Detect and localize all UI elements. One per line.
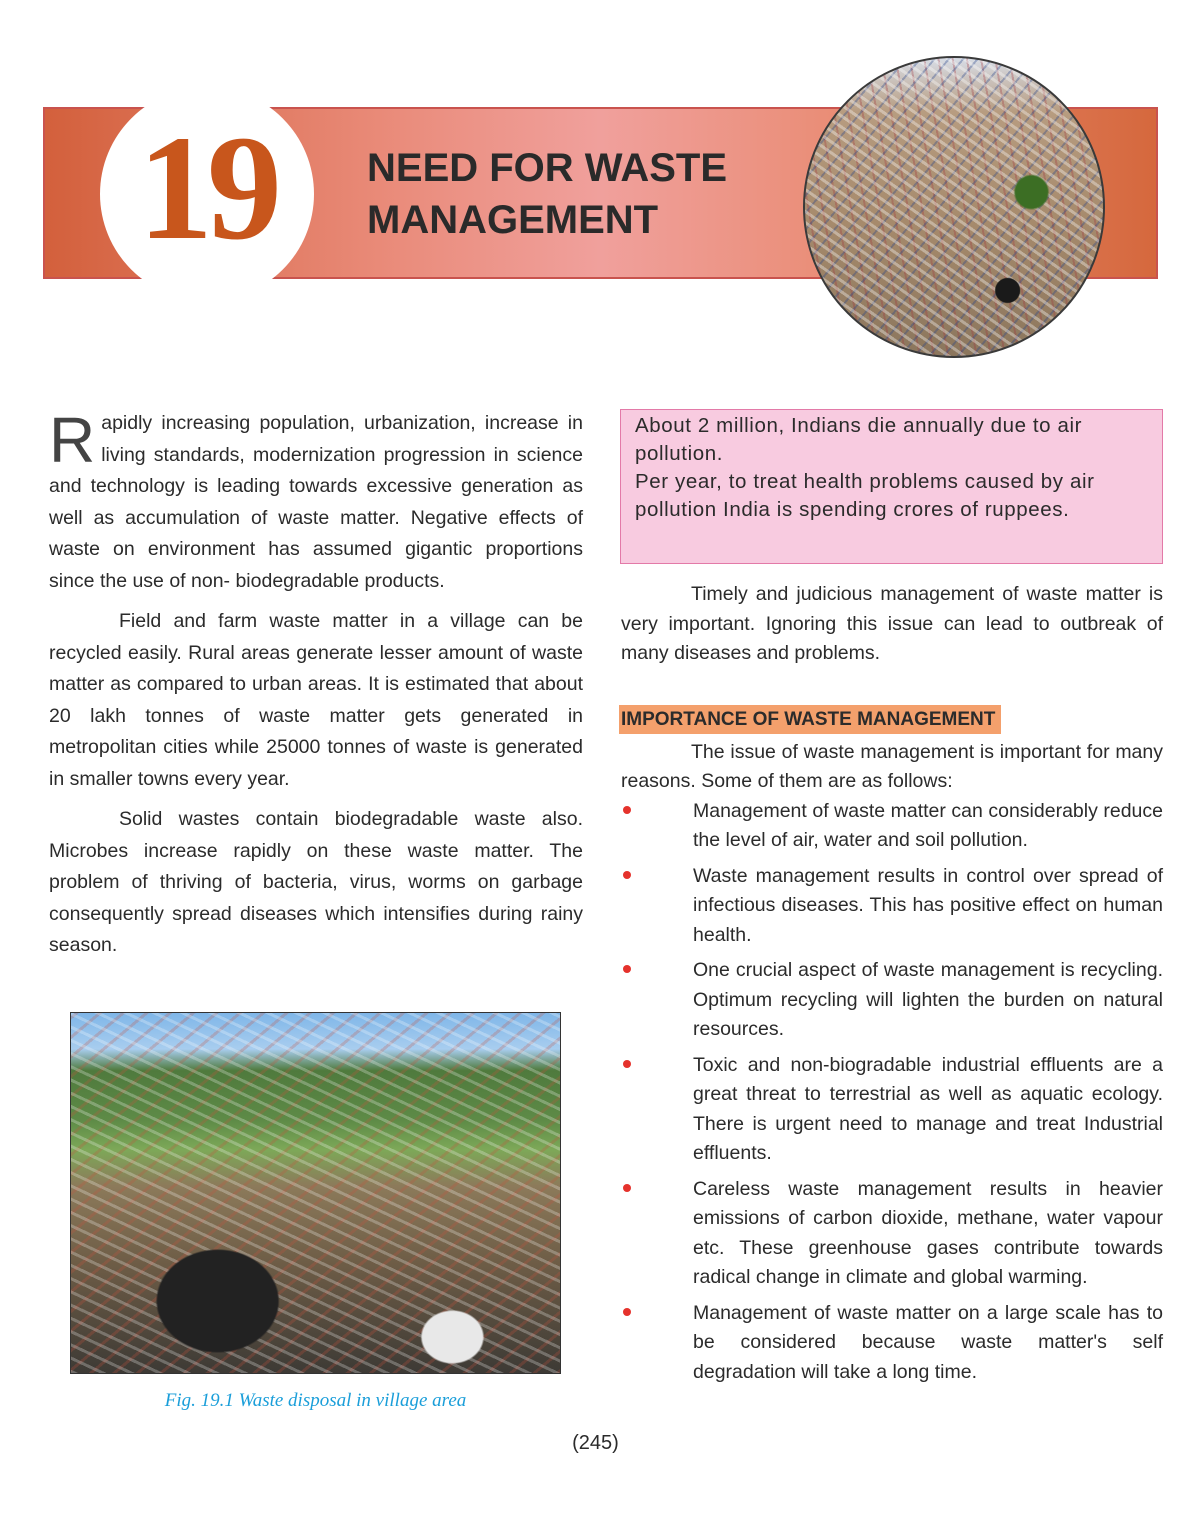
- importance-list: [621, 797, 1163, 1388]
- paragraph-reasons: The issue of waste management is important for many reasons. Some of them are as follows:: [621, 740, 1163, 792]
- figure-caption: Fig. 19.1 Waste disposal in village area: [164, 1390, 467, 1411]
- list-item: Management of waste matter can considerably reduce the level of air, water and soil pollution.: [621, 797, 1163, 856]
- bullet-icon: [623, 1184, 631, 1192]
- bullet-icon: [623, 806, 631, 814]
- drop-cap: R: [49, 404, 96, 476]
- right-column: [621, 580, 1163, 1393]
- page-number: (245): [572, 1432, 619, 1454]
- chapter-title-line1: NEED FOR WASTE: [367, 146, 728, 190]
- bullet-icon: [623, 1308, 631, 1316]
- bullet-icon: [623, 871, 631, 879]
- info-box-line2: Per year, to treat health problems caused by air pollution India is spending crores of ruppees.: [635, 470, 1095, 521]
- air-pollution-info-box: [620, 409, 1163, 564]
- village-waste-photo: [70, 1012, 561, 1374]
- list-item: Waste management results in control over spread of infectious diseases. This has positive effect on human health.: [621, 862, 1163, 951]
- bullet-icon: [623, 1060, 631, 1068]
- intro-paragraph-text: apidly increasing population, urbanization, increase in living standards, modernization progression in science and technology is leading towards excessive generation as well as accumulation of waste matter. Negative effects of waste on environment has assumed gigantic proportions since the use of non- biodegradable products.: [49, 412, 583, 592]
- left-column: [49, 404, 583, 971]
- intro-paragraph: [49, 404, 583, 597]
- list-item: Careless waste management results in heavier emissions of carbon dioxide, methane, water vapour etc. These greenhouse gases contribute towards radical change in climate and global warming.: [621, 1175, 1163, 1293]
- paragraph-timely-management: Timely and judicious management of waste matter is very important. Ignoring this issue can lead to outbreak of many diseases and problems.: [621, 583, 1163, 664]
- section-heading: IMPORTANCE OF WASTE MANAGEMENT: [619, 705, 1001, 734]
- list-item: One crucial aspect of waste management is recycling. Optimum recycling will lighten the burden on natural resources.: [621, 956, 1163, 1045]
- chapter-number: 19: [138, 105, 276, 271]
- paragraph-rural-waste: Field and farm waste matter in a village can be recycled easily. Rural areas generate lesser amount of waste matter as compared to urban areas. It is estimated that about 20 lakh tonnes of waste matter gets generated in metropolitan cities while 25000 tonnes of waste is generated in smaller towns every year.: [49, 610, 583, 790]
- chapter-title: [367, 142, 787, 246]
- info-box-line1: About 2 million, Indians die annually due to air pollution.: [635, 414, 1083, 465]
- chapter-title-line2: MANAGEMENT: [367, 198, 659, 242]
- list-item: Toxic and non-biogradable industrial effluents are a great threat to terrestrial as well as aquatic ecology. There is urgent need to manage and treat Industrial effluents.: [621, 1051, 1163, 1169]
- garbage-dump-photo: [803, 56, 1105, 358]
- bullet-icon: [623, 965, 631, 973]
- list-item: Management of waste matter on a large scale has to be considered because waste matter's self degradation will take a long time.: [621, 1299, 1163, 1388]
- chapter-number-circle: [100, 87, 314, 301]
- paragraph-solid-waste: Solid wastes contain biodegradable waste also. Microbes increase rapidly on these waste matter. The problem of thriving of bacteria, virus, worms on garbage consequently spread diseases which intensifies during rainy season.: [49, 808, 583, 956]
